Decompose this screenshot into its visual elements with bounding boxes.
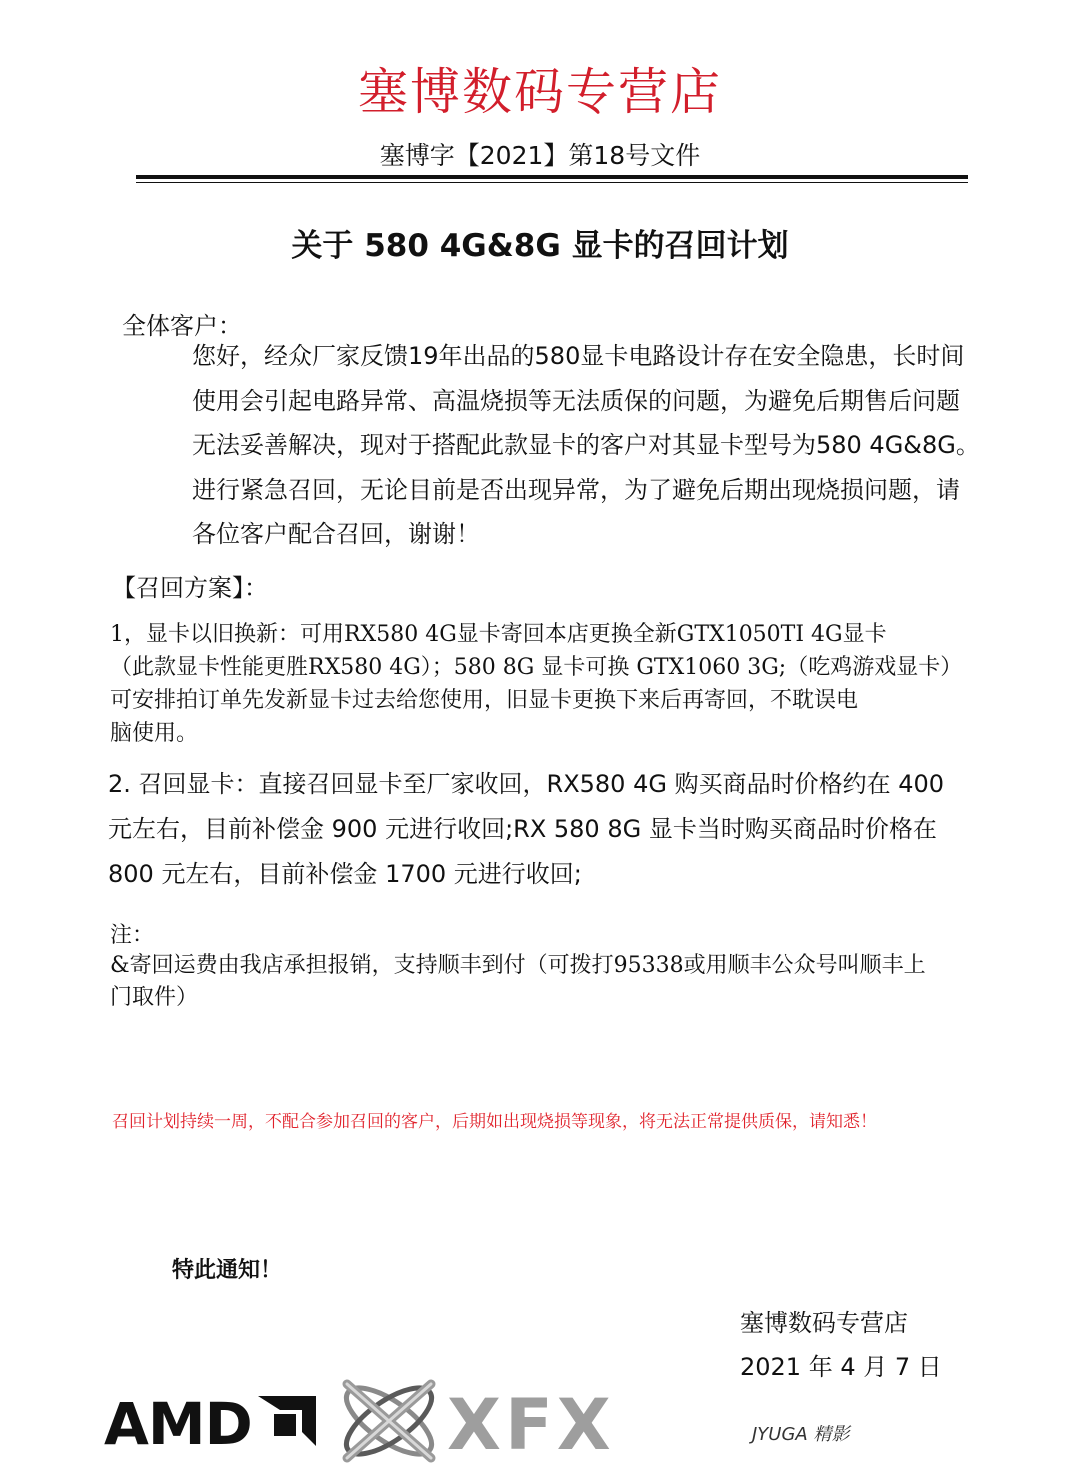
plan-heading: 【召回方案】： <box>112 574 268 602</box>
xfx-emblem-icon <box>333 1376 445 1466</box>
xfx-logo: XFX <box>447 1384 615 1466</box>
note-label: 注： <box>110 923 155 948</box>
note-line: 门取件） <box>110 985 199 1010</box>
warning-notice: 召回计划持续一周，不配合参加召回的客户，后期如出现烧损等现象，将无法正常提供质保，请知悉！ <box>112 1112 877 1132</box>
signature-store: 塞博数码专营店 <box>740 1309 908 1337</box>
plan-option-2 <box>108 762 1008 897</box>
note-line: &寄回运费由我店承担报销，支持顺丰到付（可拨打95338或用顺丰公众号叫顺丰上 <box>110 953 926 978</box>
intro-line: 无法妥善解决，现对于搭配此款显卡的客户对其显卡型号为580 4G&8G。 <box>192 431 980 459</box>
intro-paragraph <box>192 334 1022 557</box>
note-text <box>110 950 1010 1014</box>
salutation: 全体客户： <box>122 312 242 340</box>
store-name-header: 塞博数码专营店 <box>358 63 722 121</box>
jingying-logo: JYUGA 精影 <box>752 1424 850 1445</box>
notify-closing: 特此通知！ <box>172 1257 283 1283</box>
header-divider-thick <box>136 175 968 179</box>
plan2-line: 元左右，目前补偿金 900 元进行收回;RX 580 8G 显卡当时购买商品时价格在 <box>108 815 937 843</box>
intro-line: 进行紧急召回，无论目前是否出现异常，为了避免后期出现烧损问题，请 <box>192 475 960 504</box>
header-divider-thin <box>136 182 968 183</box>
intro-line: 您好，经众厂家反馈19年出品的580显卡电路设计存在安全隐患，长时间 <box>192 342 965 370</box>
plan2-line: 800 元左右，目前补偿金 1700 元进行收回; <box>108 860 582 888</box>
plan1-line: 可安排拍订单先发新显卡过去给您使用，旧显卡更换下来后再寄回，不耽误电 <box>110 688 859 713</box>
plan-option-1 <box>110 618 1040 750</box>
plan2-line: 2. 召回显卡：直接召回显卡至厂家收回，RX580 4G 购买商品时价格约在 400 <box>108 770 945 798</box>
plan1-line: 1，显卡以旧换新：可用RX580 4G显卡寄回本店更换全新GTX1050TI 4G显卡 <box>110 622 887 647</box>
intro-line: 各位客户配合召回，谢谢！ <box>192 520 480 548</box>
document-title: 关于 580 4G&8G 显卡的召回计划 <box>291 228 789 264</box>
plan1-line: 脑使用。 <box>110 721 199 746</box>
amd-arrow-icon <box>258 1396 316 1446</box>
amd-logo: AMD <box>104 1390 252 1458</box>
signature-date: 2021 年 4 月 7 日 <box>740 1353 942 1381</box>
document-number: 塞博字【2021】第18号文件 <box>379 141 701 170</box>
plan1-line: （此款显卡性能更胜RX580 4G）；580 8G 显卡可换 GTX1060 3G;（吃鸡游戏显卡） <box>110 655 963 680</box>
intro-line: 使用会引起电路异常、高温烧损等无法质保的问题，为避免后期售后问题 <box>192 386 960 415</box>
